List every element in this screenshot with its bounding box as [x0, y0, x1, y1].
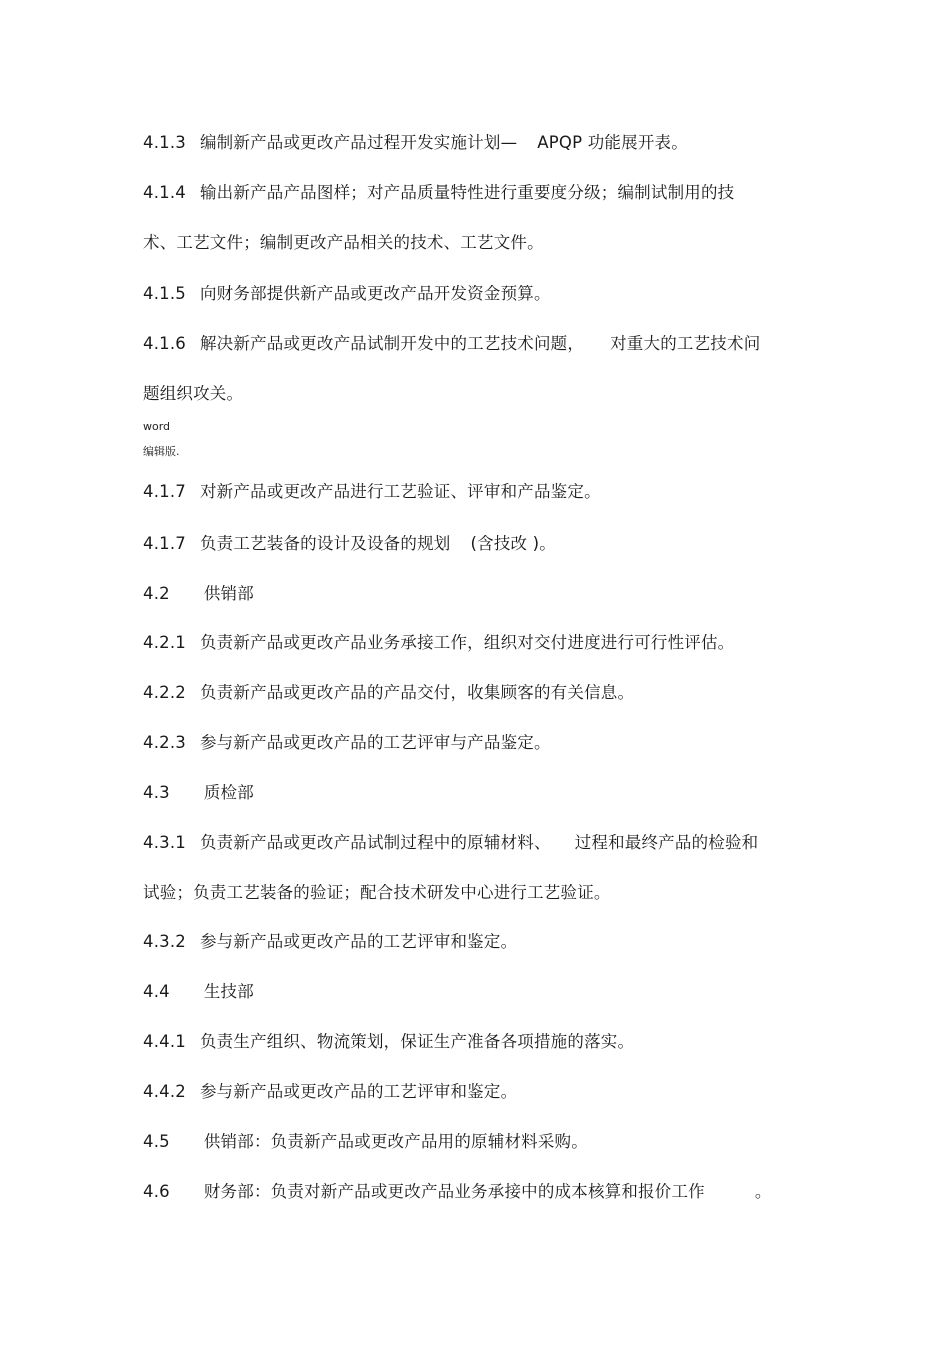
clause-number: 4.4.1: [143, 1032, 186, 1051]
clause-4-1-4: [143, 182, 734, 204]
clause-4-1-4-cont: [143, 232, 544, 254]
clause-text: 解决新产品或更改产品试制开发中的工艺技术问题，: [199, 334, 585, 353]
clause-4-3-1: [143, 832, 758, 854]
section-text: 财务部：负责对新产品或更改产品业务承接中的成本核算和报价工作: [203, 1182, 705, 1201]
clause-4-4-2: [143, 1081, 517, 1103]
clause-4-1-7-b: [143, 533, 556, 555]
clause-number: 4.1.4: [143, 183, 186, 202]
clause-text: 编制新产品或更改产品过程开发实施计划—: [199, 133, 518, 152]
section-4-4: [143, 981, 254, 1003]
clause-text: 输出新产品产品图样；对产品质量特性进行重要度分级；编制试制用的技: [199, 183, 735, 202]
clause-text: 负责新产品或更改产品的产品交付，收集顾客的有关信息。: [199, 683, 635, 702]
clause-text-tail: 过程和最终产品的检验和: [574, 833, 759, 852]
clause-number: 4.2.1: [143, 633, 186, 652]
clause-text: 负责生产组织、物流策划，保证生产准备各项措施的落实。: [199, 1032, 635, 1051]
clause-4-1-6: [143, 333, 760, 355]
clause-4-1-7-a: [143, 481, 601, 503]
clause-text: 向财务部提供新产品或更改产品开发资金预算。: [199, 284, 551, 303]
clause-number: 4.4.2: [143, 1082, 186, 1101]
clause-number: 4.1.5: [143, 284, 186, 303]
section-4-3: [143, 782, 254, 804]
clause-number: 4.1.7: [143, 534, 186, 553]
section-4-6: [143, 1181, 772, 1203]
section-number: 4.6: [143, 1182, 170, 1201]
clause-text-tail: (含技改 )。: [470, 534, 557, 553]
watermark-edit-version: 编辑版.: [143, 445, 180, 458]
clause-text: 参与新产品或更改产品的工艺评审和鉴定。: [199, 1082, 518, 1101]
clause-text-continued: 术、工艺文件；编制更改产品相关的技术、工艺文件。: [143, 233, 544, 252]
clause-number: 4.3.2: [143, 932, 186, 951]
clause-4-3-1-cont: [143, 882, 611, 904]
section-number: 4.3: [143, 783, 170, 802]
clause-number: 4.2.2: [143, 683, 186, 702]
section-4-5: [143, 1131, 588, 1153]
clause-text: 对新产品或更改产品进行工艺验证、评审和产品鉴定。: [199, 482, 601, 501]
clause-4-3-2: [143, 931, 517, 953]
clause-4-2-1: [143, 632, 734, 654]
clause-4-2-3: [143, 732, 551, 754]
section-number: 4.5: [143, 1132, 170, 1151]
section-title: 生技部: [203, 982, 254, 1001]
section-text: 供销部：负责新产品或更改产品用的原辅材料采购。: [203, 1132, 588, 1151]
clause-4-1-5: [143, 283, 551, 305]
clause-text: 负责新产品或更改产品业务承接工作，组织对交付进度进行可行性评估。: [199, 633, 735, 652]
clause-number: 4.1.7: [143, 482, 186, 501]
clause-4-1-6-cont: [143, 383, 243, 405]
section-number: 4.2: [143, 584, 170, 603]
clause-text-continued: 题组织攻关。: [143, 384, 244, 403]
clause-text-continued: 试验；负责工艺装备的验证；配合技术研发中心进行工艺验证。: [143, 883, 611, 902]
clause-text: 负责新产品或更改产品试制过程中的原辅材料、: [199, 833, 551, 852]
clause-4-1-3: [143, 132, 688, 154]
clause-number: 4.2.3: [143, 733, 186, 752]
clause-text: 参与新产品或更改产品的工艺评审与产品鉴定。: [199, 733, 551, 752]
clause-text-tail: 对重大的工艺技术问: [610, 334, 761, 353]
clause-text-tail: APQP 功能展开表。: [537, 133, 688, 152]
section-title: 质检部: [203, 783, 254, 802]
clause-4-4-1: [143, 1031, 634, 1053]
section-text-tail: 。: [754, 1182, 772, 1201]
clause-4-2-2: [143, 682, 634, 704]
section-4-2: [143, 583, 254, 605]
clause-number: 4.1.6: [143, 334, 186, 353]
section-number: 4.4: [143, 982, 170, 1001]
section-title: 供销部: [203, 584, 254, 603]
watermark-word: word: [143, 420, 171, 433]
clause-text: 负责工艺装备的设计及设备的规划: [199, 534, 451, 553]
clause-text: 参与新产品或更改产品的工艺评审和鉴定。: [199, 932, 518, 951]
clause-number: 4.1.3: [143, 133, 186, 152]
clause-number: 4.3.1: [143, 833, 186, 852]
